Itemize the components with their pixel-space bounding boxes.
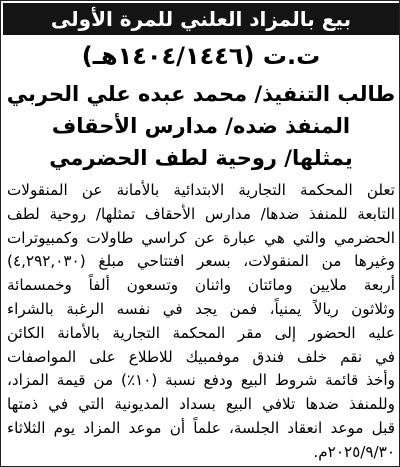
body-line: التابعة للمنفذ ضدها/ مدارس الأحقاف تمثلها/ روحية لطف <box>7 204 395 223</box>
auction-date: ٢٠٢٥/٩/٣٠م. <box>313 442 395 461</box>
body-line: وللمنفذ ضدها تلافي البيع بسداد المديونية التي في ذمتها <box>7 395 395 414</box>
body-line: عليه الحضور إلى مقر المحكمة التجارية بالأمانة الكائن <box>7 323 395 342</box>
representative: يمثلها/ روحية لطف الحضرمي <box>49 146 353 170</box>
body-line: وأخذ قائمة شروط البيع ودفع نسبة (١٠٪) من قيمة المزاد، <box>7 371 395 390</box>
body-line: قبل موعد انعقاد الجلسة، علماً أن موعد المزاد يوم الثلاثاء <box>7 418 395 437</box>
body-line: الحضرمي والتي هي عبارة عن كراسي طاولات وكمبيوترات <box>7 228 395 247</box>
case-number: ت.ت (١٤٠٤/١٤٤٦هـ) <box>81 42 321 70</box>
body-line: أربعة ملايين ومائتان واثنان وتسعون ألفاً وخمسمائة <box>7 276 395 295</box>
notice-title: بيع بالمزاد العلني للمرة الأولى <box>3 3 399 35</box>
body-line: وثلاثون ريالاً يمنياً، فمن يجد في نفسه الرغبة بالشراء <box>7 299 395 318</box>
notice-body <box>7 179 395 465</box>
enforced-against: المنفذ ضده/ مدارس الأحقاف <box>51 114 351 138</box>
body-line: في نقم خلف فندق موفمبيك للاطلاع على المواصفات <box>7 347 395 366</box>
enforcement-requester: طالب التنفيذ/ محمد عبده علي الحربي <box>6 82 396 106</box>
body-line: تعلن المحكمة التجارية الابتدائية بالأمانة عن المنقولات <box>7 181 395 199</box>
body-line: وغيرها من المنقولات، بسعر افتتاحي مبلغ (٤,٢٩٢,٠٣٠) <box>7 252 395 271</box>
